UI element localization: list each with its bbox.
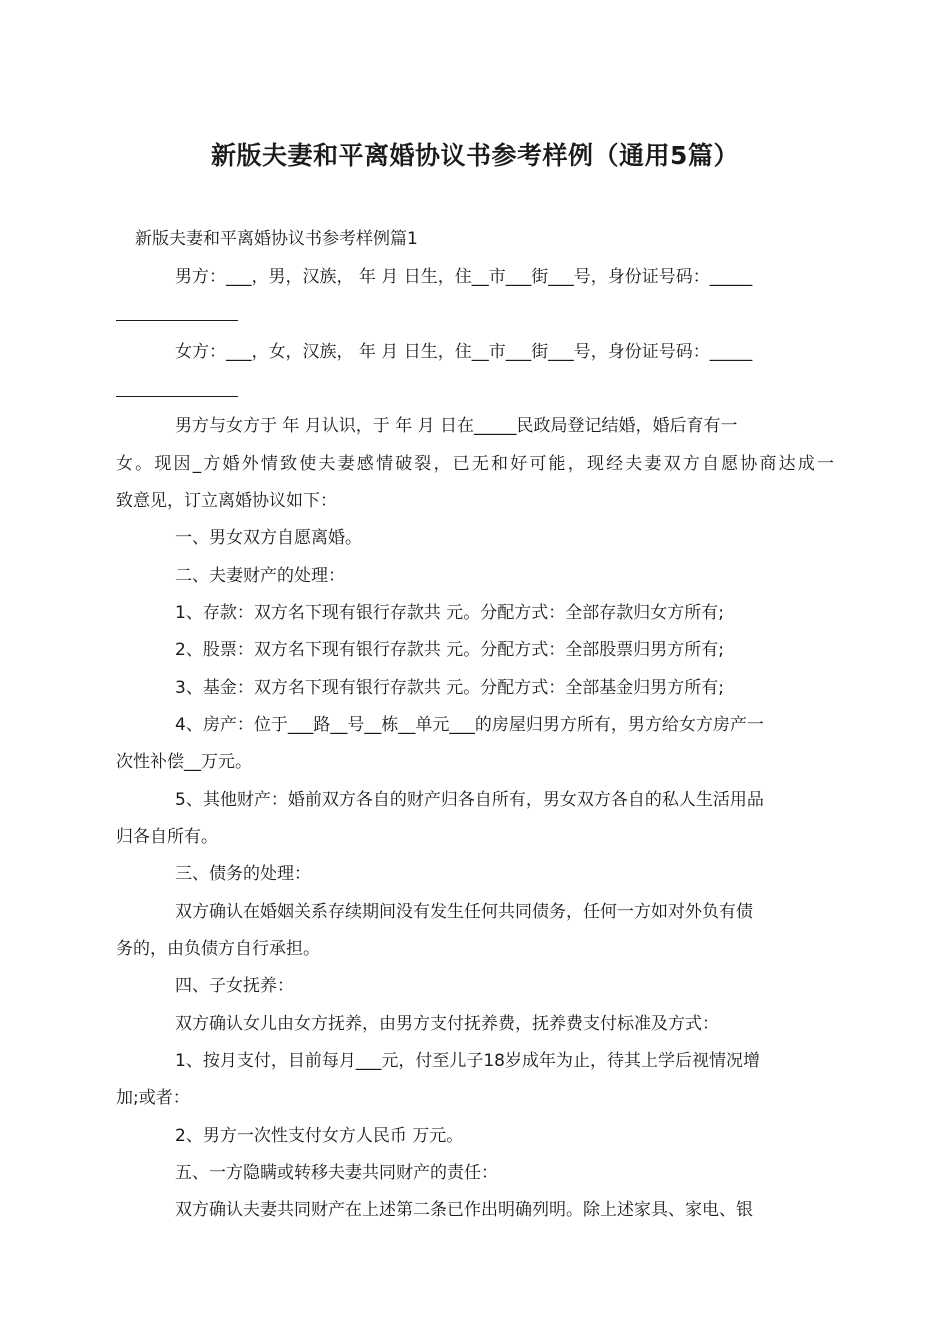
paragraph-line: 致意见，订立离婚协议如下： <box>116 491 337 511</box>
paragraph-line: 女。现因_方婚外情致使夫妻感情破裂，已无和好可能，现经夫妻双方自愿协商达成一 <box>116 454 834 474</box>
paragraph-line: 男方与女方于 年 月认识，于 年 月 日在_____民政局登记结婚，婚后育有一 <box>175 416 738 436</box>
paragraph-line: 女方：___，女，汉族， 年 月 日生，住__市___街___号，身份证号码：_____ <box>175 342 753 362</box>
blank-underline <box>116 320 238 321</box>
paragraph-line: 归各自所有。 <box>116 827 218 847</box>
paragraph-line: 双方确认夫妻共同财产在上述第二条已作出明确列明。除上述家具、家电、银 <box>175 1200 753 1220</box>
blank-underline <box>116 396 238 397</box>
paragraph-line: 双方确认女儿由女方抚养，由男方支付抚养费，抚养费支付标准及方式： <box>175 1014 719 1034</box>
paragraph-line: 次性补偿__万元。 <box>116 752 252 772</box>
clause-heading: 二、夫妻财产的处理： <box>175 566 345 586</box>
clause-heading: 三、债务的处理： <box>175 864 311 884</box>
clause-heading: 四、子女抚养： <box>175 976 294 996</box>
paragraph-line: 男方：___，男，汉族， 年 月 日生，住__市___街___号，身份证号码：_____ <box>175 267 753 287</box>
paragraph-line: 务的，由负债方自行承担。 <box>116 939 320 959</box>
paragraph-line: 加;或者： <box>116 1088 190 1108</box>
paragraph-line: 2、男方一次性支付女方人民币 万元。 <box>175 1126 464 1146</box>
paragraph-line: 5、其他财产：婚前双方各自的财产归各自所有，男女双方各自的私人生活用品 <box>175 790 764 810</box>
paragraph-line: 1、存款：双方名下现有银行存款共 元。分配方式：全部存款归女方所有; <box>175 603 724 623</box>
document-title: 新版夫妻和平离婚协议书参考样例（通用5篇） <box>211 141 739 170</box>
paragraph-line: 3、基金：双方名下现有银行存款共 元。分配方式：全部基金归男方所有; <box>175 678 724 698</box>
clause-heading: 五、一方隐瞒或转移夫妻共同财产的责任： <box>175 1163 498 1183</box>
paragraph-line: 4、房产：位于___路__号__栋__单元___的房屋归男方所有，男方给女方房产一 <box>175 715 764 735</box>
clause-heading: 一、男女双方自愿离婚。 <box>175 528 362 548</box>
paragraph-line: 2、股票：双方名下现有银行存款共 元。分配方式：全部股票归男方所有; <box>175 640 724 660</box>
paragraph-line: 双方确认在婚姻关系存续期间没有发生任何共同债务，任何一方如对外负有债 <box>175 902 753 922</box>
section-heading: 新版夫妻和平离婚协议书参考样例篇1 <box>135 229 418 249</box>
paragraph-line: 1、按月支付，目前每月___元，付至儿子18岁成年为止，待其上学后视情况增 <box>175 1051 760 1071</box>
